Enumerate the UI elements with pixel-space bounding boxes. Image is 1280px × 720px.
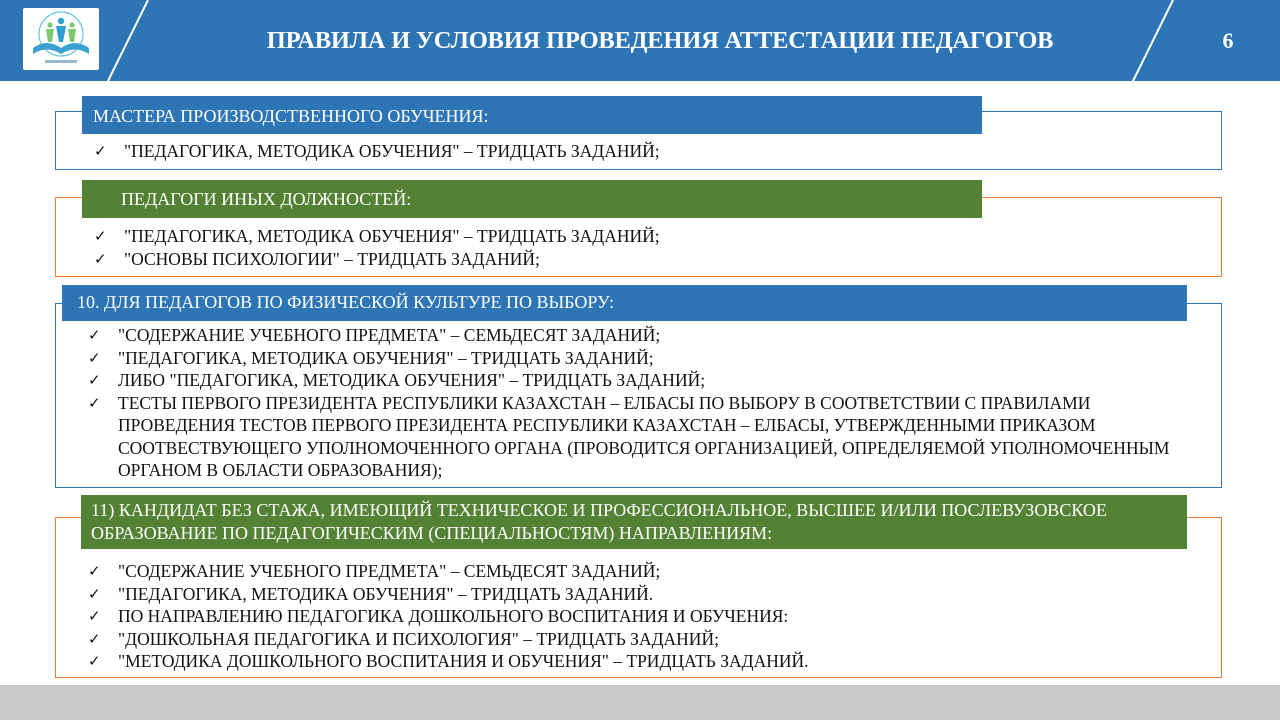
checkmark-icon: ✓ — [94, 249, 107, 268]
checkmark-icon: ✓ — [88, 562, 101, 580]
checkmark-icon: ✓ — [88, 607, 101, 625]
checkmark-icon: ✓ — [88, 393, 101, 412]
section-other-positions-heading: ПЕДАГОГИ ИНЫХ ДОЛЖНОСТЕЙ: — [82, 180, 982, 218]
list-item: ✓ "ДОШКОЛЬНАЯ ПЕДАГОГИКА И ПСИХОЛОГИЯ" – ТРИДЦАТЬ ЗАДАНИЙ; — [88, 628, 719, 649]
footer-bar — [0, 685, 1280, 720]
list-item: ✓ "ПЕДАГОГИКА, МЕТОДИКА ОБУЧЕНИЯ" – ТРИДЦАТЬ ЗАДАНИЙ; — [94, 141, 660, 161]
section-masters-heading: МАСТЕРА ПРОИЗВОДСТВЕННОГО ОБУЧЕНИЯ: — [82, 96, 982, 134]
book-people-logo-icon — [23, 8, 99, 70]
page-number: 6 — [1222, 28, 1234, 53]
section-other-positions-list — [86, 225, 1206, 270]
section-candidate-list — [80, 560, 1180, 673]
checkmark-icon: ✓ — [88, 348, 101, 367]
list-item: ✓ "СОДЕРЖАНИЕ УЧЕБНОГО ПРЕДМЕТА" – СЕМЬДЕСЯТ ЗАДАНИЙ; — [88, 561, 661, 581]
checkmark-icon: ✓ — [88, 652, 101, 670]
list-item: ✓ "ПЕДАГОГИКА, МЕТОДИКА ОБУЧЕНИЯ" – ТРИДЦАТЬ ЗАДАНИЙ. — [88, 583, 654, 604]
list-item: ✓ ПО НАПРАВЛЕНИЮ ПЕДАГОГИКА ДОШКОЛЬНОГО ВОСПИТАНИЯ И ОБУЧЕНИЯ: — [88, 606, 789, 626]
list-item: ✓ "МЕТОДИКА ДОШКОЛЬНОГО ВОСПИТАНИЯ И ОБУЧЕНИЯ" – ТРИДЦАТЬ ЗАДАНИЙ. — [88, 651, 809, 671]
list-item: ✓ "ОСНОВЫ ПСИХОЛОГИИ" – ТРИДЦАТЬ ЗАДАНИЙ; — [94, 248, 540, 269]
section-candidate-heading: 11) КАНДИДАТ БЕЗ СТАЖА, ИМЕЮЩИЙ ТЕХНИЧЕСКОЕ И ПРОФЕССИОНАЛЬНОЕ, ВЫСШЕЕ И/ИЛИ ПОСЛЕВУЗОВСКОЕ ОБРАЗОВАНИЕ ПО ПЕДАГОГИЧЕСКИМ (СПЕЦИАЛЬНОСТЯМ) НАПРАВЛЕНИЯМ: — [81, 495, 1187, 549]
list-item: ✓ "ПЕДАГОГИКА, МЕТОДИКА ОБУЧЕНИЯ" – ТРИДЦАТЬ ЗАДАНИЙ; — [88, 347, 654, 368]
section-physical-culture-list — [80, 324, 1180, 482]
checkmark-icon: ✓ — [88, 326, 101, 344]
section-masters-list — [86, 140, 1206, 163]
section-physical-culture-heading: 10. ДЛЯ ПЕДАГОГОВ ПО ФИЗИЧЕСКОЙ КУЛЬТУРЕ ПО ВЫБОРУ: — [62, 285, 1187, 321]
list-item: ✓ ЛИБО "ПЕДАГОГИКА, МЕТОДИКА ОБУЧЕНИЯ" – ТРИДЦАТЬ ЗАДАНИЙ; — [88, 370, 706, 390]
checkmark-icon: ✓ — [88, 371, 101, 389]
list-item: ✓ "СОДЕРЖАНИЕ УЧЕБНОГО ПРЕДМЕТА" – СЕМЬДЕСЯТ ЗАДАНИЙ; — [88, 325, 661, 345]
checkmark-icon: ✓ — [94, 227, 107, 245]
page-title: ПРАВИЛА И УСЛОВИЯ ПРОВЕДЕНИЯ АТТЕСТАЦИИ ПЕДАГОГОВ — [266, 27, 1054, 54]
list-item: ✓ ТЕСТЫ ПЕРВОГО ПРЕЗИДЕНТА РЕСПУБЛИКИ КАЗАХСТАН – ЕЛБАСЫ ПО ВЫБОРУ В СООТВЕТСТВИИ С ПРАВИЛАМИ ПРОВЕДЕНИЯ ТЕСТОВ ПЕРВОГО ПРЕЗИДЕНТА РЕСПУБЛИКИ КАЗАХСТАН – ЕЛБАСЫ, УТВЕРЖДЕННЫМИ ПРИКАЗОМ СООТВЕСТВУЮЩЕГО УПОЛНОМОЧЕННОГО ОРГАНА (ПРОВОДИТСЯ ОРГАНИЗАЦИЕЙ, ОПРЕДЕЛЯЕМОЙ УПОЛНОМОЧЕННЫМ ОРГАНОМ В ОБЛАСТИ ОБРАЗОВАНИЯ); — [88, 392, 1170, 480]
list-item: ✓ "ПЕДАГОГИКА, МЕТОДИКА ОБУЧЕНИЯ" – ТРИДЦАТЬ ЗАДАНИЙ; — [94, 226, 660, 246]
header-bar — [0, 0, 1280, 81]
checkmark-icon: ✓ — [88, 584, 101, 603]
checkmark-icon: ✓ — [94, 142, 107, 160]
checkmark-icon: ✓ — [88, 629, 101, 648]
